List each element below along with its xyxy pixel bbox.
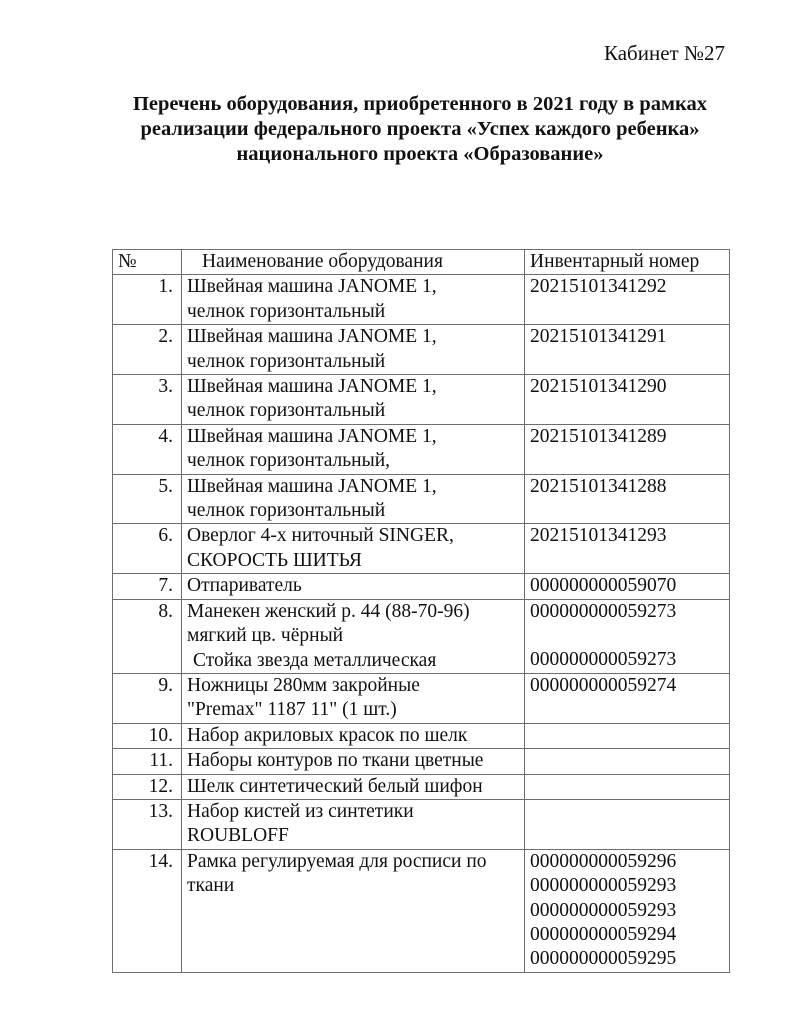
inventory-number [525, 424, 730, 474]
inventory-number [525, 749, 730, 774]
equipment-name-line: Шелк синтетический белый шифон [187, 775, 483, 797]
equipment-name [182, 723, 525, 748]
equipment-name-line: СКОРОСТЬ ШИТЬЯ [187, 549, 362, 571]
table-row [113, 774, 730, 799]
table-row [113, 799, 730, 849]
inventory-number [525, 474, 730, 524]
row-number: 5. [113, 474, 182, 524]
inventory-number [525, 849, 730, 972]
equipment-name [182, 375, 525, 425]
equipment-name [182, 799, 525, 849]
table-row [113, 325, 730, 375]
inventory-number-line: 20215101341290 [530, 376, 667, 398]
inventory-number-line: 20215101341289 [530, 425, 667, 447]
inventory-number [525, 325, 730, 375]
equipment-name-line: Швейная машина JANOME 1, [187, 276, 437, 298]
table-row [113, 375, 730, 425]
inventory-number [525, 673, 730, 723]
row-number: 1. [113, 275, 182, 325]
inventory-number-line: 000000000059273 [530, 649, 677, 671]
equipment-name-line: Швейная машина JANOME 1, [187, 475, 437, 497]
equipment-name-line: челнок горизонтальный [187, 500, 386, 522]
equipment-name [182, 424, 525, 474]
equipment-name [182, 599, 525, 673]
table-row [113, 723, 730, 748]
equipment-name-line: "Premax" 1187 11" (1 шт.) [187, 699, 397, 721]
equipment-name-line: ROUBLOFF [187, 825, 289, 847]
table-row [113, 424, 730, 474]
row-number: 7. [113, 574, 182, 599]
row-number: 9. [113, 673, 182, 723]
equipment-name-line: челнок горизонтальный [187, 350, 386, 372]
table-body [113, 275, 730, 972]
row-number: 3. [113, 375, 182, 425]
table-row [113, 749, 730, 774]
inventory-number [525, 774, 730, 799]
equipment-name-line: мягкий цв. чёрный [187, 625, 344, 647]
equipment-name [182, 673, 525, 723]
equipment-name-line: Отпариватель [187, 575, 302, 597]
document-title [60, 92, 780, 167]
column-header-inventory: Инвентарный номер [525, 250, 730, 275]
inventory-number-line: 20215101341291 [530, 326, 667, 348]
equipment-name-line: Швейная машина JANOME 1, [187, 376, 437, 398]
equipment-name [182, 275, 525, 325]
equipment-name-line: Набор акриловых красок по шелк [187, 724, 468, 746]
equipment-name-line: Швейная машина JANOME 1, [187, 326, 437, 348]
inventory-number-line: 000000000059293 [530, 875, 677, 897]
equipment-name-line: челнок горизонтальный, [187, 450, 391, 472]
equipment-name-line: Стойка звезда металлическая [193, 649, 437, 671]
equipment-name-line: челнок горизонтальный [187, 300, 386, 322]
inventory-number-line: 000000000059274 [530, 674, 677, 696]
title-line-1: Перечень оборудования, приобретенного в 2021 году в рамках [132, 93, 707, 115]
equipment-name-line: челнок горизонтальный [187, 400, 386, 422]
inventory-number [525, 275, 730, 325]
table-row [113, 524, 730, 574]
inventory-number-line: 000000000059295 [530, 948, 677, 970]
equipment-name [182, 749, 525, 774]
inventory-number [525, 599, 730, 673]
room-number: Кабинет №27 [604, 41, 725, 65]
inventory-number-line: 20215101341288 [530, 475, 667, 497]
row-number: 2. [113, 325, 182, 375]
equipment-table [112, 249, 730, 973]
row-number: 14. [113, 849, 182, 972]
inventory-number-line: 000000000059070 [530, 575, 677, 597]
equipment-name-line: Манекен женский р. 44 (88-70-96) [187, 600, 470, 622]
table-row [113, 474, 730, 524]
row-number: 10. [113, 723, 182, 748]
row-number: 8. [113, 599, 182, 673]
equipment-name [182, 325, 525, 375]
inventory-number-line: 000000000059293 [530, 899, 677, 921]
inventory-number-line: 000000000059296 [530, 850, 677, 872]
equipment-name-line: Швейная машина JANOME 1, [187, 425, 437, 447]
equipment-name [182, 524, 525, 574]
table-row [113, 275, 730, 325]
title-line-2: реализации федерального проекта «Успех каждого ребенка» [140, 118, 700, 140]
inventory-number [525, 375, 730, 425]
inventory-number-line [530, 624, 725, 648]
equipment-name-line: Набор кистей из синтетики [187, 800, 414, 822]
table-row [113, 599, 730, 673]
inventory-number [525, 723, 730, 748]
row-number: 13. [113, 799, 182, 849]
title-line-3: национального проекта «Образование» [236, 143, 604, 165]
equipment-name [182, 474, 525, 524]
equipment-name [182, 849, 525, 972]
equipment-name-line: Рамка регулируемая для росписи по [187, 850, 487, 872]
column-header-name: Наименование оборудования [182, 250, 525, 275]
inventory-number-line: 20215101341293 [530, 525, 667, 547]
equipment-name [182, 574, 525, 599]
table-header-row [113, 250, 730, 275]
inventory-number [525, 799, 730, 849]
row-number: 6. [113, 524, 182, 574]
inventory-number [525, 524, 730, 574]
equipment-name-line: Наборы контуров по ткани цветные [187, 750, 484, 772]
table-row [113, 849, 730, 972]
equipment-name-line: Оверлог 4-х ниточный SINGER, [187, 525, 454, 547]
equipment-name-line: ткани [187, 875, 235, 897]
table-row [113, 673, 730, 723]
equipment-name-line: Ножницы 280мм закройные [187, 674, 420, 696]
row-number: 4. [113, 424, 182, 474]
inventory-number-line: 000000000059294 [530, 923, 677, 945]
inventory-number-line: 20215101341292 [530, 276, 667, 298]
inventory-number [525, 574, 730, 599]
row-number: 11. [113, 749, 182, 774]
column-header-number: № [113, 250, 182, 275]
equipment-name [182, 774, 525, 799]
row-number: 12. [113, 774, 182, 799]
inventory-number-line: 000000000059273 [530, 600, 677, 622]
table-row [113, 574, 730, 599]
